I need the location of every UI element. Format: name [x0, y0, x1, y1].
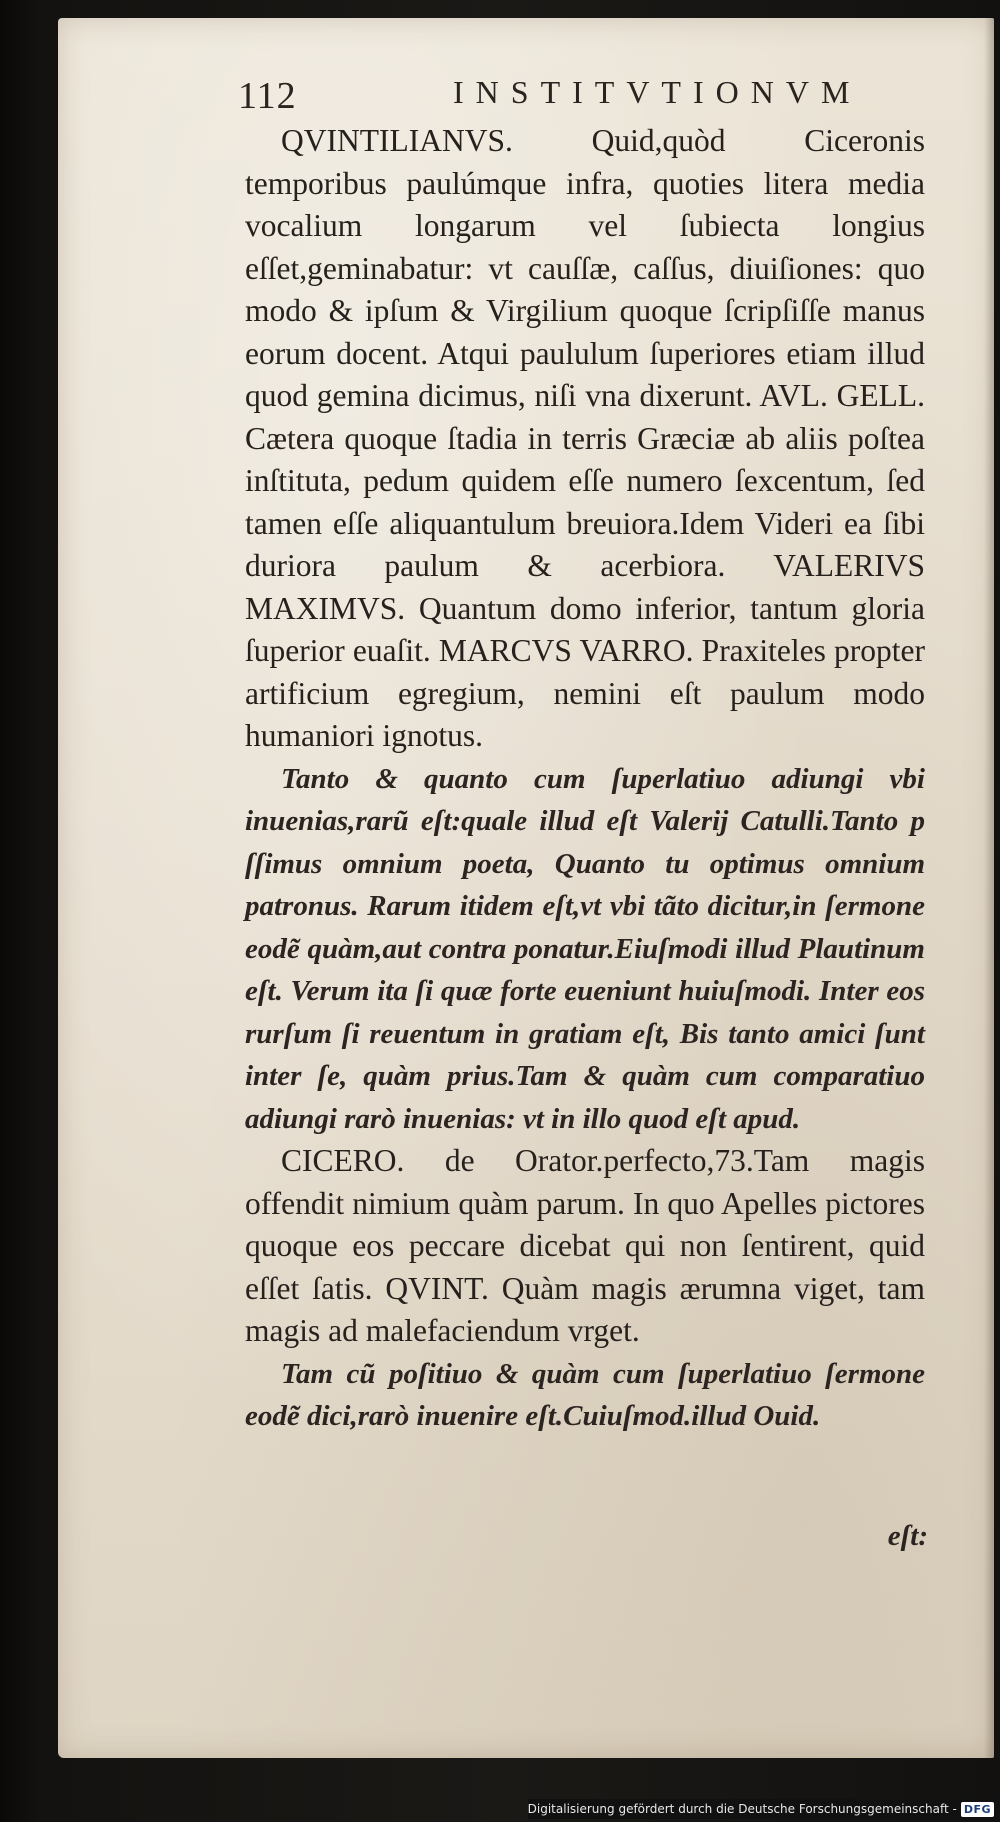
- catchword: eſt:: [887, 1520, 928, 1552]
- credit-text: Digitalisierung gefördert durch die Deutsche Forschungsgemeinschaft -: [527, 1802, 957, 1816]
- dfg-logo: DFG: [961, 1802, 994, 1817]
- paragraph-2: Tanto & quanto cum ſuperlatiuo adiungi vbi inuenias,rarũ eſt:quale illud eſt Valerij Catulli.Tanto p ſſimus omnium poeta, Quanto tu optimus omnium patronus. Rarum itidem eſt,vt vbi tãto dicitur,in ſermone eodẽ quàm,aut contra ponatur.Eiuſmodi illud Plautinum eſt. Verum ita ſi quæ forte eueniunt huiuſmodi. Inter eos rurſum ſi reuentum in gratiam eſt, Bis tanto amici ſunt inter ſe, quàm prius.Tam & quàm cum comparatiuo adiungi rarò inuenias: vt in illo quod eſt apud.: [245, 762, 925, 1135]
- text-block: [245, 120, 925, 1438]
- running-title: INSTITVTIONVM: [453, 74, 862, 110]
- paragraph-4: Tam cũ poſitiuo & quàm cum ſuperlatiuo ſermone eodẽ dici,rarò inuenire eſt.Cuiuſmod.illud Ouid.: [245, 1357, 925, 1432]
- page-edge-shadow: [984, 18, 994, 1758]
- page-number: 112: [238, 75, 297, 117]
- digitization-credit: [528, 1799, 994, 1819]
- paragraph-3: CICERO. de Orator.perfecto,73.Tam magis offendit nimium quàm parum. In quo Apelles pictores quoque eos peccare dicebat qui non ſentirent, quid eſſet ſatis. QVINT. Quàm magis ærumna viget, tam magis ad malefaciendum vrget.: [245, 1143, 925, 1348]
- paragraph-1: QVINTILIANVS. Quid,quòd Ciceronis temporibus paulúmque infra, quoties litera media vocalium longarum vel ſubiecta longius eſſet,geminabatur: vt cauſſæ, caſſus, diuiſiones: quo modo & ipſum & Virgilium quoque ſcripſiſſe manus eorum docent. Atqui paululum ſuperiores etiam illud quod gemina dicimus, niſi vna dixerunt. AVL. GELL. Cætera quoque ſtadia in terris Græciæ ab aliis poſtea inſtituta, pedum quidem eſſe numero ſexcentum, ſed tamen eſſe aliquantulum breuiora.Idem Videri ea ſibi duriora paulum & acerbiora. VALERIVS MAXIMVS. Quantum domo inferior, tantum gloria ſuperior euaſit. MARCVS VARRO. Praxiteles propter artificium egregium, nemini eſt paulum modo humaniori ignotus.: [245, 123, 925, 753]
